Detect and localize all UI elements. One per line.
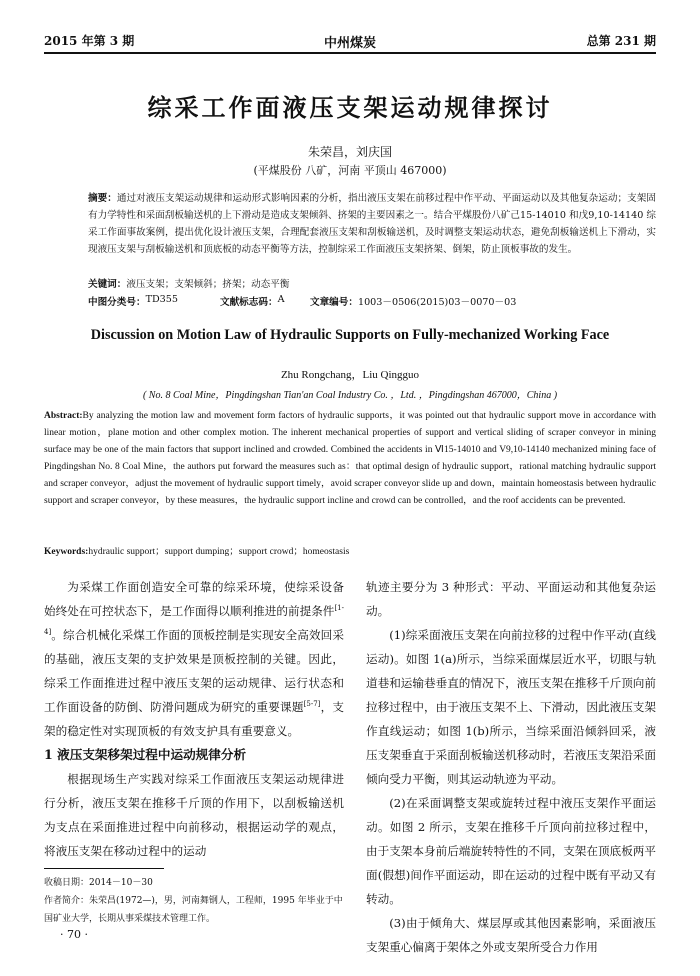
journal-name: 中州煤炭 xyxy=(323,36,376,51)
authors-english: Zhu Rongchang，Liu Qingguo xyxy=(280,369,420,381)
abstract-text-cn: 通过对液压支架运动规律和运动形式影响因素的分析，指出液压支架在前移过程中作平动、平面运动以及其他复杂运动；支架固有力学特性和采面刮板输送机的上下滑动是造成支架倾斜、挤架的主要因素之一。结合平煤股份八矿己15-14010 和戊9,10-14140 综采工作面事故案例，提出优化设计液压支架，合理配套液压支架和刮板输送机，及时调整支架运动状态，避免刮板输送机上下滑动，实现液压支架与刮板输送机和顶底板的动态平衡等方法，控制综采工作面液压支架挤架、倒架，防止顶板事故的发生。 xyxy=(88,193,657,255)
section1-paragraph: 根据现场生产实践对综采工作面液压支架运动规律进行分析，液压支架在推移千斤顶的作用下，以刮板输送机为支点在采面推进过程中向前移动，根据运动学的观点，将液压支架在移动过程中的运动 xyxy=(44,772,344,858)
body-left-column xyxy=(44,575,344,863)
motion-type-2-paragraph: (2)在采面调整支架或旋转过程中液压支架作平面运动。如图 2 所示，支架在推移千斤顶向前拉移过程中，由于支架本身前后端旋转特性的不同，支架在顶底板两平面(假想)间作平面运动，即在运动的过程中既有平动又有转动。 xyxy=(366,796,656,906)
keywords-chinese xyxy=(88,276,656,290)
total-issue-label: 总第 231 期 xyxy=(586,34,656,48)
motion-type-1-paragraph: (1)综采面液压支架在向前拉移的过程中作平动(直线运动)。如图 1(a)所示，当综采面煤层近水平，切眼与轨道巷和运输巷垂直的情况下，液压支架在推移千斤顶向前拉移过程中，由于液压支架不上、下滑动，因此液压支架作直线运动；如图 1(b)所示，当综采面沿倾斜回采，液压支架垂直于采面刮板输送机移动时，若液压支架沿采面倾向受力平衡，则其运动轨迹为平动。 xyxy=(366,628,656,786)
keywords-text-en: hydraulic support；support dumping；support crowd；homeostasis xyxy=(88,547,350,557)
keywords-label-cn: 关键词： xyxy=(88,279,127,290)
footnote xyxy=(44,874,344,928)
article-no-label: 文章编号： xyxy=(310,297,358,308)
affiliation-chinese: (平煤股份 八矿，河南 平顶山 467000) xyxy=(253,164,447,177)
page-number: · 70 · xyxy=(60,928,88,941)
motion-type-3-paragraph: (3)由于倾角大、煤层厚或其他因素影响，采面液压支架重心偏离于架体之外或支架所受合力作用 xyxy=(366,916,656,954)
keywords-label-en: Keywords: xyxy=(44,547,89,557)
authors-chinese: 朱荣昌，刘庆国 xyxy=(307,145,392,159)
abstract-text-en: By analyzing the motion law and movement form factors of hydraulic supports，it was pointed out that hydraulic support move in accordance with linear motion，plane motion and other complex motion. The inherent mechanical properties of support and vertical sliding of scraper conveyor in mining surface may be one of the main factors that support inclined and crowded. Combined the accidents in Ⅵ15-14010 and V9,10-14140 mechanized mining face of Pingdingshan No. 8 Coal Mine，the authors put forward the measures such as：that optimal design of hydraulic support，rational matching hydraulic support and scraper conveyor，adjust the movement of hydraulic support timely，avoid scraper conveyor slide up and down，maintain homeostasis between hydraulic support and scraper conveyor，by these measures，the hydraulic support incline and crowd can be controlled，and the roof accidents can be prevented. xyxy=(44,411,656,506)
intro-paragraph: 为采煤工作面创造安全可靠的综采环境，使综采设备始终处在可控状态下，是工作面得以顺利推进的前提条件[1-4]。综合机械化采煤工作面的顶板控制是实现安全高效回采的基础，液压支架的支护效果是顶板控制的关键。因此，综采工作面推进过程中液压支架的运动规律、运行状态和工作面设备的防倒、防滑问题成为研究的重要课题[5-7]，支架的稳定性对实现顶板的有效支护具有重要意义。 xyxy=(44,580,344,738)
body-right-column xyxy=(366,575,656,959)
doc-code-label: 文献标志码： xyxy=(220,297,278,308)
title-english: Discussion on Motion Law of Hydraulic Supports on Fully-mechanized Working Face xyxy=(90,327,610,343)
author-bio: 作者简介：朱荣昌(1972—)，男，河南舞钢人，工程师，1995 年毕业于中国矿业大学，长期从事采煤技术管理工作。 xyxy=(44,896,343,924)
received-date: 收稿日期：2014－10－30 xyxy=(44,878,153,888)
citation-5-7: [5-7] xyxy=(303,700,321,709)
abstract-label-en: Abstract: xyxy=(44,411,83,421)
citation-1-4: [1-4] xyxy=(44,604,344,637)
abstract-english xyxy=(44,408,656,510)
clc-label: 中图分类号： xyxy=(88,297,146,308)
abstract-chinese xyxy=(88,190,656,258)
keywords-english xyxy=(44,543,656,557)
affiliation-english: ( No. 8 Coal Mine，Pingdingshan Tian'an Coal Industry Co. ，Ltd. ，Pingdingshan 467000，China ) xyxy=(142,390,558,401)
title-chinese: 综采工作面液压支架运动规律探讨 xyxy=(147,93,553,122)
section-heading-1: 1 液压支架移架过程中运动规律分析 xyxy=(44,747,247,762)
issue-label: 2015 年第 3 期 xyxy=(44,34,135,48)
keywords-text-cn: 液压支架；支架倾斜；挤架；动态平衡 xyxy=(126,279,290,290)
doc-code-value: A xyxy=(277,294,285,305)
article-no-value: 1003－0506(2015)03－0070－03 xyxy=(357,297,517,308)
abstract-label-cn: 摘要： xyxy=(88,193,117,204)
running-header xyxy=(44,30,656,54)
footnote-rule xyxy=(44,868,164,869)
continued-paragraph: 轨迹主要分为 3 种形式：平动、平面运动和其他复杂运动。 xyxy=(366,580,656,618)
clc-value: TD355 xyxy=(145,294,178,305)
